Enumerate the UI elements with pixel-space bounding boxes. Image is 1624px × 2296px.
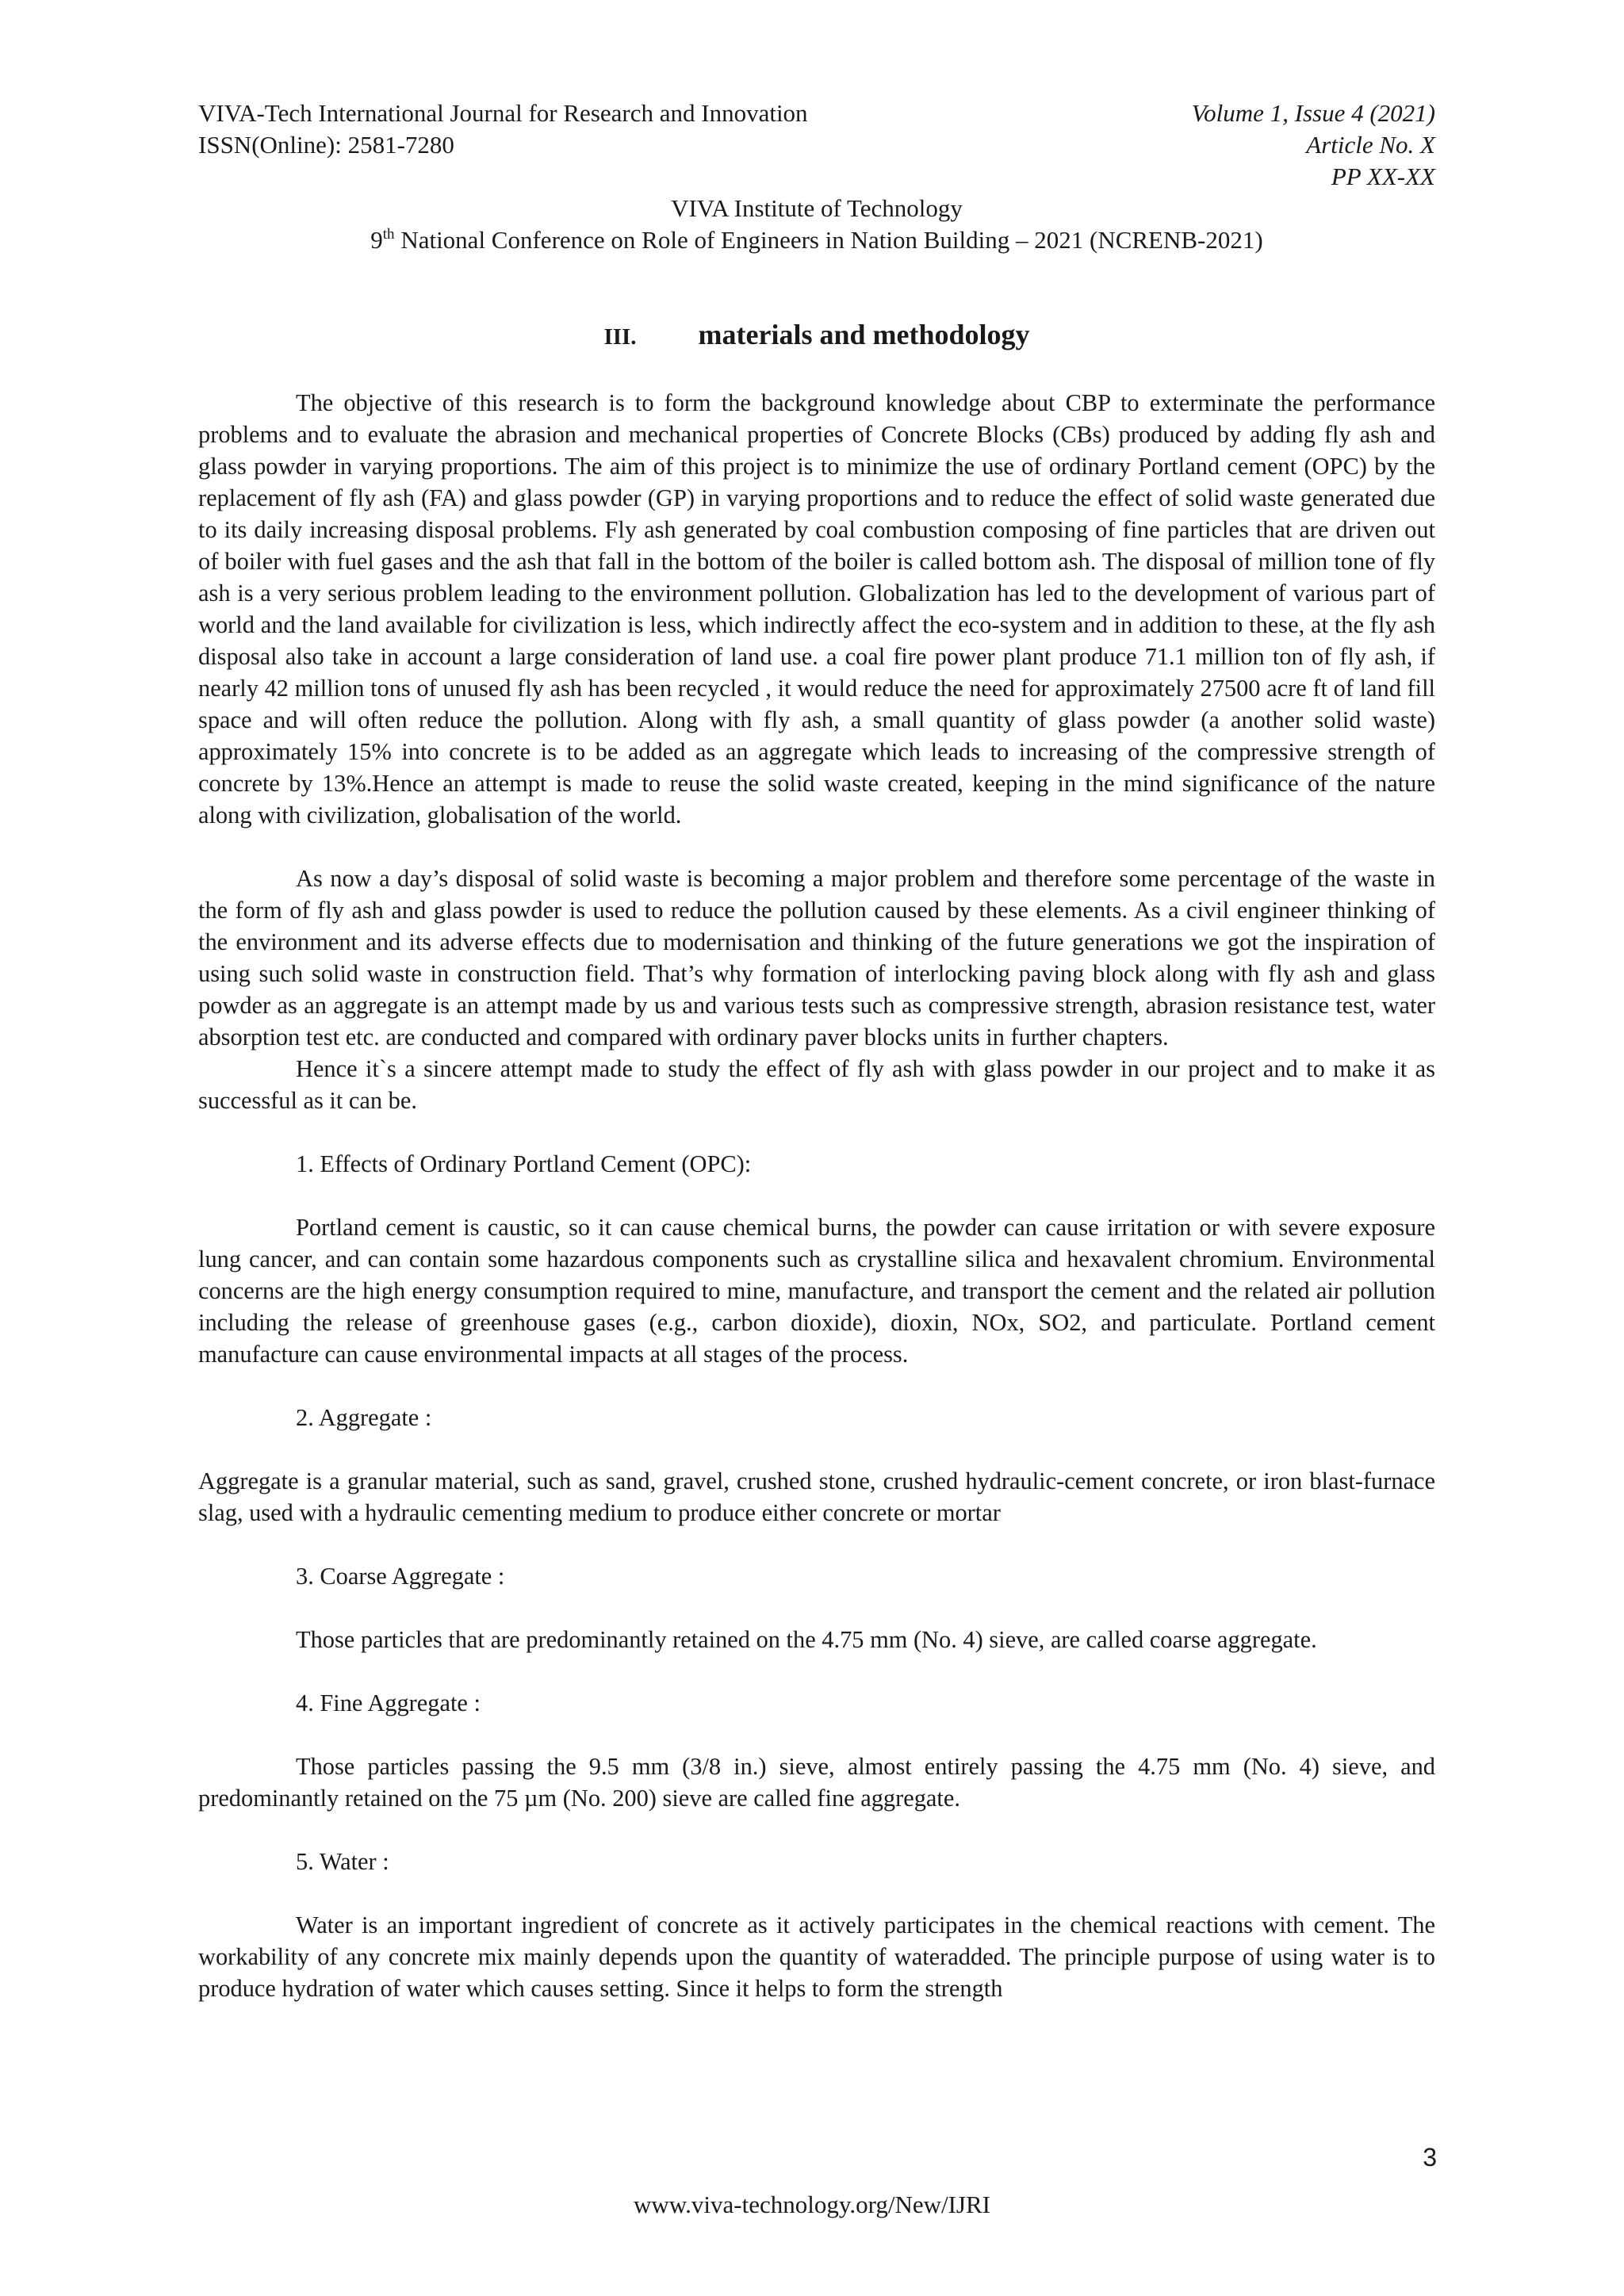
page-range: PP XX-XX [1331, 163, 1435, 190]
subheading-aggregate: 2. Aggregate : [296, 1404, 432, 1431]
paragraph: As now a day’s disposal of solid waste is becoming a major problem and therefore some percentage of the waste in the form of fly ash and glass powder is used to reduce the pollution caused by these elements. As a civil engineer thinking of the environment and its adverse effects due to modernisation and thinking of the future generations we got the inspiration of using such solid waste in construction field. That’s why formation of interlocking paving block along with fly ash and glass powder as an aggregate is an attempt made by us and various tests such as compressive strength, abrasion resistance test, water absorption test etc. are conducted and compared with ordinary paver blocks units in further chapters. [198, 865, 1435, 1050]
subheading-fine-aggregate: 4. Fine Aggregate : [296, 1689, 481, 1716]
paragraph: Those particles that are predominantly retained on the 4.75 mm (No. 4) sieve, are called coarse aggregate. [296, 1626, 1317, 1653]
paragraph: Aggregate is a granular material, such as sand, gravel, crushed stone, crushed hydraulic-cement concrete, or iron blast-furnace slag, used with a hydraulic cementing medium to produce either concrete or mortar [198, 1468, 1435, 1526]
page-number: 3 [1423, 2143, 1437, 2172]
issn: ISSN(Online): 2581-7280 [198, 131, 454, 159]
body-text [198, 387, 1435, 2004]
footer-url: www.viva-technology.org/New/IJRI [634, 2191, 990, 2218]
section-number: III. [603, 324, 637, 350]
paragraph: Those particles passing the 9.5 mm (3/8 in.) sieve, almost entirely passing the 4.75 mm (No. 4) sieve, and predominantly retained on the 75 µm (No. 200) sieve are called fine aggregate. [198, 1753, 1435, 1812]
subheading-opc: 1. Effects of Ordinary Portland Cement (OPC): [296, 1150, 752, 1177]
conference-title: National Conference on Role of Engineers in Nation Building – 2021 (NCRENB-2021) [394, 226, 1263, 254]
section-title: materials and methodology [698, 319, 1030, 350]
journal-name: VIVA-Tech International Journal for Research and Innovation [198, 99, 808, 127]
institute-name: VIVA Institute of Technology [671, 194, 963, 222]
volume-issue: Volume 1, Issue 4 (2021) [1191, 99, 1435, 127]
subheading-coarse-aggregate: 3. Coarse Aggregate : [296, 1563, 505, 1590]
conference-number: 9 [370, 226, 383, 254]
subheading-water: 5. Water : [296, 1848, 389, 1875]
section-heading [198, 317, 1435, 354]
paragraph: Water is an important ingredient of concrete as it actively participates in the chemical reactions with cement. The workability of any concrete mix mainly depends upon the quantity of wateradded. The principle purpose of using water is to produce hydration of water which causes setting. Since it helps to form the strength [198, 1911, 1435, 2002]
conference-name [198, 225, 1435, 255]
article-number: Article No. X [1306, 131, 1435, 159]
conference-ordinal: th [382, 226, 395, 243]
paragraph: The objective of this research is to form the background knowledge about CBP to exterminate the performance problems and to evaluate the abrasion and mechanical properties of Concrete Blocks (CBs) produced by adding fly ash and glass powder in varying proportions. The aim of this project is to minimize the use of ordinary Portland cement (OPC) by the replacement of fly ash (FA) and glass powder (GP) in varying proportions and to reduce the effect of solid waste generated due to its daily increasing disposal problems. Fly ash generated by coal combustion composing of fine particles that are driven out of boiler with fuel gases and the ash that fall in the bottom of the boiler is called bottom ash. The disposal of million tone of fly ash is a very serious problem leading to the environment pollution. Globalization has led to the development of various part of world and the land available for civilization is less, which indirectly affect the eco-system and in addition to these, at the fly ash disposal also take in account a large consideration of land use. a coal fire power plant produce 71.1 million ton of fly ash, if nearly 42 million tons of unused fly ash has been recycled , it would reduce the need for approximately 27500 acre ft of land fill space and will often reduce the pollution. Along with fly ash, a small quantity of glass powder (a another solid waste) approximately 15% into concrete is to be added as an aggregate which leads to increasing of the compressive strength of concrete by 13%.Hence an attempt is made to reuse the solid waste created, keeping in the mind significance of the nature along with civilization, globalisation of the world. [198, 389, 1435, 828]
paragraph: Portland cement is caustic, so it can cause chemical burns, the powder can cause irritation or with severe exposure lung cancer, and can contain some hazardous components such as crystalline silica and hexavalent chromium. Environmental concerns are the high energy consumption required to mine, manufacture, and transport the cement and the related air pollution including the release of greenhouse gases (e.g., carbon dioxide), dioxin, NOx, SO2, and particulate. Portland cement manufacture can cause environmental impacts at all stages of the process. [198, 1214, 1435, 1368]
paragraph: Hence it`s a sincere attempt made to study the effect of fly ash with glass powder in our project and to make it as successful as it can be. [198, 1055, 1435, 1114]
